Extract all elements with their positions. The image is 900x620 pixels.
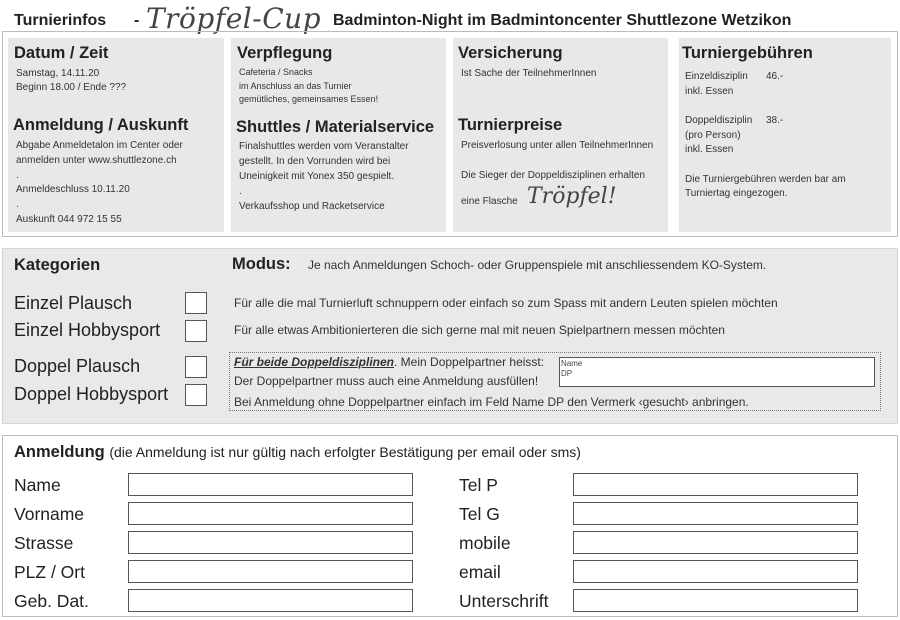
dp-name-field[interactable] bbox=[559, 357, 875, 387]
anmeldung-title bbox=[14, 443, 581, 462]
turnierpreise-line2: Die Sieger der Doppeldisziplinen erhalten bbox=[461, 170, 645, 181]
desc-hobbysport: Für alle etwas Ambitionierteren die sich gerne mal mit neuen Spielpartnern messen möchten bbox=[234, 323, 725, 337]
checkbox-doppel-plausch[interactable] bbox=[185, 356, 207, 378]
datum-line1: Samstag, 14.11.20 bbox=[16, 68, 100, 79]
label-strasse: Strasse bbox=[14, 533, 74, 553]
dp-line3: Bei Anmeldung ohne Doppelpartner einfach im Feld Name DP den Vermerk ‹gesucht› anbringen. bbox=[234, 395, 749, 409]
shuttles-line4: Verkaufsshop und Racketservice bbox=[239, 201, 385, 212]
checkbox-doppel-hobbysport[interactable] bbox=[185, 384, 207, 406]
gebuehren-doppel-line2: (pro Person) bbox=[685, 130, 741, 141]
shuttles-line2: gestellt. In den Vorrunden wird bei bbox=[239, 156, 391, 167]
versicherung-line1: Ist Sache der TeilnehmerInnen bbox=[461, 68, 597, 79]
gebuehren-einzel-line2: inkl. Essen bbox=[685, 86, 734, 97]
kategorie-einzel-hobbysport: Einzel Hobbysport bbox=[14, 320, 161, 340]
anmeldung-title-text: Anmeldung bbox=[14, 443, 105, 461]
turnierpreise-title: Turnierpreise bbox=[458, 116, 563, 134]
dp-rest: . Mein Doppelpartner heisst: bbox=[394, 355, 545, 369]
modus-text: Je nach Anmeldungen Schoch- oder Gruppenspiele mit anschliessendem KO-System. bbox=[308, 258, 767, 272]
kategorie-doppel-hobbysport: Doppel Hobbysport bbox=[14, 384, 169, 404]
name-field[interactable] bbox=[128, 473, 413, 496]
verpflegung-line1: Cafeteria / Snacks bbox=[239, 67, 313, 77]
gebuehren-doppel-line3: inkl. Essen bbox=[685, 144, 734, 155]
tel-p-field[interactable] bbox=[573, 473, 858, 496]
desc-plausch: Für alle die mal Turnierluft schnuppern oder einfach so zum Spass mit andern Leuten spielen möchten bbox=[234, 296, 778, 310]
unterschrift-field[interactable] bbox=[573, 589, 858, 612]
label-email: email bbox=[459, 562, 501, 582]
gebuehren-note-line1: Die Turniergebühren werden bar am bbox=[685, 174, 846, 185]
datum-line2: Beginn 18.00 / Ende ??? bbox=[16, 82, 127, 93]
header bbox=[14, 2, 894, 35]
label-name: Name bbox=[14, 475, 61, 495]
label-tel-g: Tel G bbox=[459, 504, 500, 524]
email-field[interactable] bbox=[573, 560, 858, 583]
turnierpreise-script: Tröpfel! bbox=[527, 184, 617, 209]
anmeldung-subtitle: (die Anmeldung ist nur gültig nach erfolgter Bestätigung per email oder sms) bbox=[109, 444, 581, 460]
verpflegung-line3: gemütliches, gemeinsames Essen! bbox=[239, 94, 379, 104]
shuttles-line1: Finalshuttles werden vom Veranstalter bbox=[239, 141, 409, 152]
tel-g-field[interactable] bbox=[573, 502, 858, 525]
turnierpreise-line1: Preisverlosung unter allen TeilnehmerInnen bbox=[461, 140, 654, 151]
header-turnierinfos: Turnierinfos bbox=[14, 12, 107, 29]
modus-label: Modus: bbox=[232, 255, 291, 273]
anmeldung-info-line4: Auskunft 044 972 15 55 bbox=[16, 214, 122, 225]
anmeldung-info-line1: Abgabe Anmeldetalon im Center oder bbox=[16, 140, 183, 151]
dp-box-label1: Name bbox=[561, 359, 583, 368]
anmeldung-info-line2: anmelden unter www.shuttlezone.ch bbox=[16, 155, 177, 166]
datum-title: Datum / Zeit bbox=[14, 44, 109, 62]
info-column-datum bbox=[8, 38, 224, 232]
header-dash: - bbox=[134, 12, 140, 29]
dp-line1 bbox=[234, 355, 544, 369]
verpflegung-title: Verpflegung bbox=[237, 44, 333, 62]
shuttles-title: Shuttles / Materialservice bbox=[236, 118, 435, 136]
label-unterschrift: Unterschrift bbox=[459, 591, 549, 611]
strasse-field[interactable] bbox=[128, 531, 413, 554]
kategorie-doppel-plausch: Doppel Plausch bbox=[14, 356, 141, 376]
header-subtitle: Badminton-Night im Badmintoncenter Shuttlezone Wetzikon bbox=[333, 12, 792, 29]
dp-box-label2: DP bbox=[561, 369, 573, 378]
info-column-versicherung bbox=[453, 38, 668, 232]
header-cup-script: Tröpfel-Cup bbox=[146, 2, 322, 35]
gebuehren-doppel-line1: Doppeldisziplin bbox=[685, 115, 753, 126]
gebuehren-doppel-price: 38.- bbox=[766, 115, 784, 126]
anmeldung-info-dot2: . bbox=[16, 199, 19, 210]
label-geb-dat: Geb. Dat. bbox=[14, 591, 89, 611]
shuttles-line3: Uneinigkeit mit Yonex 350 gespielt. bbox=[239, 171, 395, 182]
turnierpreise-line3: eine Flasche bbox=[461, 196, 518, 207]
label-plz-ort: PLZ / Ort bbox=[14, 562, 85, 582]
label-vorname: Vorname bbox=[14, 504, 85, 524]
checkbox-einzel-hobbysport[interactable] bbox=[185, 320, 207, 342]
dp-bold-label: Für beide Doppeldisziplinen bbox=[234, 355, 395, 369]
info-column-verpflegung bbox=[231, 38, 446, 232]
anmeldung-info-line3: Anmeldeschluss 10.11.20 bbox=[16, 184, 130, 195]
geb-dat-field[interactable] bbox=[128, 589, 413, 612]
label-mobile: mobile bbox=[459, 533, 511, 553]
vorname-field[interactable] bbox=[128, 502, 413, 525]
anmeldung-info-dot1: . bbox=[16, 170, 19, 181]
checkbox-einzel-plausch[interactable] bbox=[185, 292, 207, 314]
kategorie-einzel-plausch: Einzel Plausch bbox=[14, 293, 133, 313]
info-column-gebuehren bbox=[679, 38, 891, 232]
plz-ort-field[interactable] bbox=[128, 560, 413, 583]
gebuehren-title: Turniergebühren bbox=[682, 44, 813, 62]
label-tel-p: Tel P bbox=[459, 475, 498, 495]
gebuehren-einzel-line1: Einzeldisziplin bbox=[685, 71, 748, 82]
dp-line2: Der Doppelpartner muss auch eine Anmeldung ausfüllen! bbox=[234, 374, 539, 388]
gebuehren-note-line2: Turniertag eingezogen. bbox=[685, 188, 788, 199]
mobile-field[interactable] bbox=[573, 531, 858, 554]
gebuehren-einzel-price: 46.- bbox=[766, 71, 784, 82]
versicherung-title: Versicherung bbox=[458, 44, 563, 62]
verpflegung-line2: im Anschluss an das Turnier bbox=[239, 81, 352, 91]
kategorien-title: Kategorien bbox=[14, 256, 101, 274]
anmeldung-info-title: Anmeldung / Auskunft bbox=[13, 116, 189, 134]
shuttles-dot: . bbox=[239, 186, 242, 197]
